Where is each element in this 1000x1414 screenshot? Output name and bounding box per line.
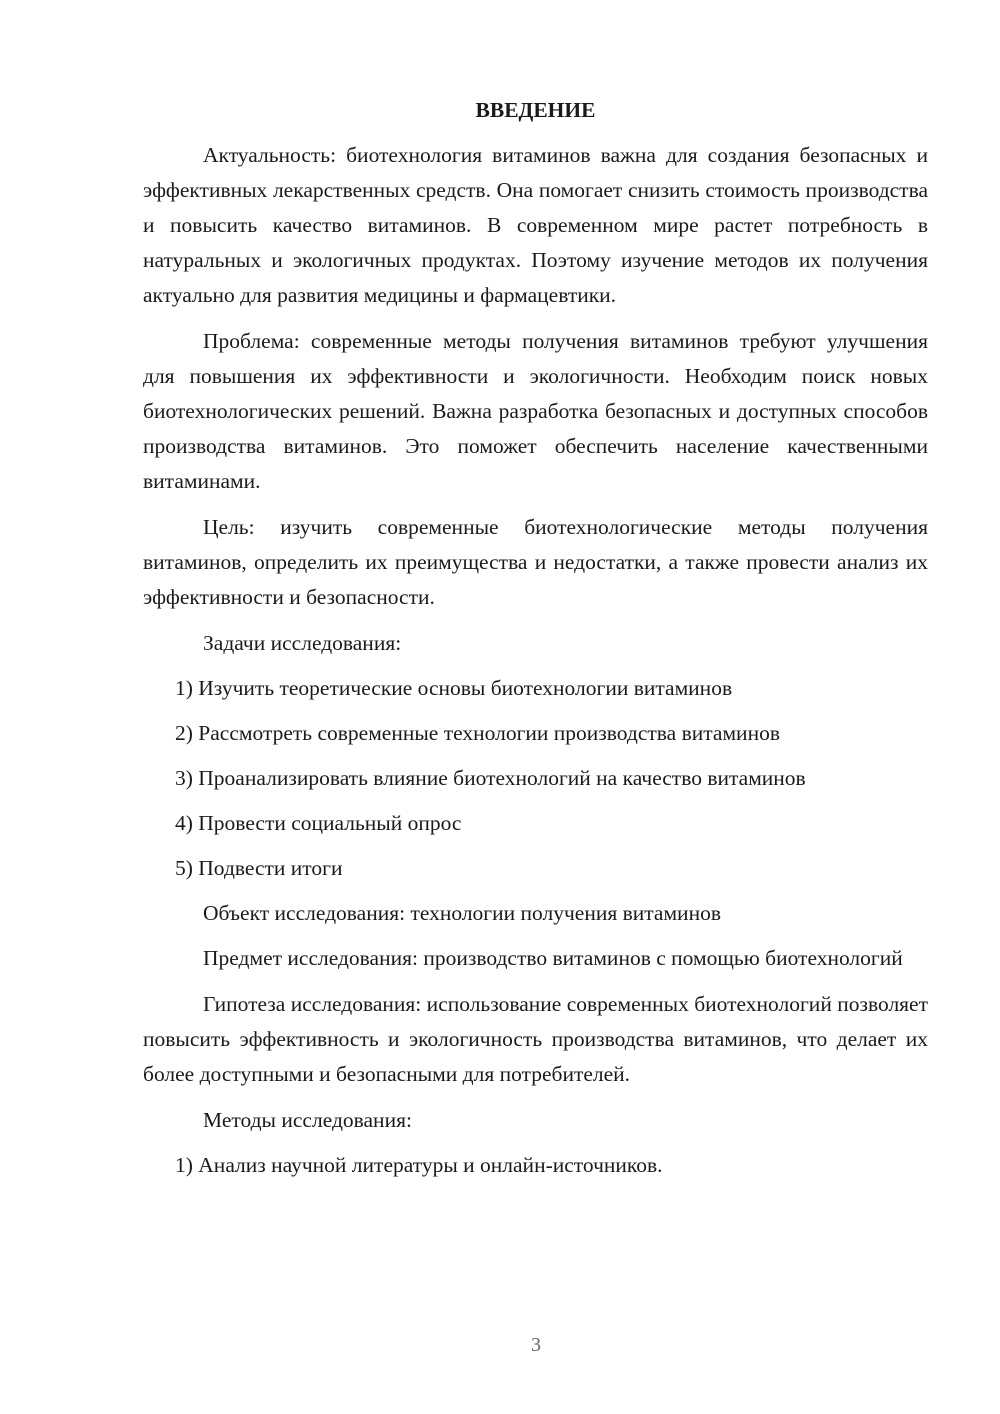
list-item: 1) Анализ научной литературы и онлайн-источников. bbox=[175, 1153, 663, 1177]
list-item: 4) Провести социальный опрос bbox=[175, 811, 462, 835]
methods-heading: Методы исследования: bbox=[203, 1108, 412, 1132]
list-item: 1) Изучить теоретические основы биотехнологии витаминов bbox=[175, 676, 733, 700]
research-object: Объект исследования: технологии получения витаминов bbox=[203, 901, 721, 925]
list-item: 2) Рассмотреть современные технологии производства витаминов bbox=[175, 721, 780, 745]
research-hypothesis: Гипотеза исследования: использование современных биотехнологий позволяет повысить эффективность и экологичность производства витаминов, что делает их более доступными и безопасными для потребителей. bbox=[143, 992, 928, 1086]
paragraph-problem: Проблема: современные методы получения витаминов требуют улучшения для повышения их эффективности и экологичности. Необходим поиск новых биотехнологических решений. Важна разработка безопасных и доступных способов производства витаминов. Это поможет обеспечить население качественными витаминами. bbox=[143, 329, 928, 493]
list-item: 3) Проанализировать влияние биотехнологий на качество витаминов bbox=[175, 766, 806, 790]
paragraph-relevance: Актуальность: биотехнология витаминов важна для создания безопасных и эффективных лекарственных средств. Она помогает снизить стоимость производства и повысить качество витаминов. В современном мире растет потребность в натуральных и экологичных продуктах. Поэтому изучение методов их получения актуально для развития медицины и фармацевтики. bbox=[143, 143, 928, 307]
document-page bbox=[143, 92, 928, 1193]
page-number: 3 bbox=[531, 1334, 541, 1356]
tasks-heading: Задачи исследования: bbox=[203, 631, 402, 655]
paragraph-goal: Цель: изучить современные биотехнологические методы получения витаминов, определить их преимущества и недостатки, а также провести анализ их эффективности и безопасности. bbox=[143, 515, 928, 609]
list-item: 5) Подвести итоги bbox=[175, 856, 343, 880]
research-subject: Предмет исследования: производство витаминов с помощью биотехнологий bbox=[203, 946, 903, 970]
page-title: ВВЕДЕНИЕ bbox=[475, 98, 596, 122]
